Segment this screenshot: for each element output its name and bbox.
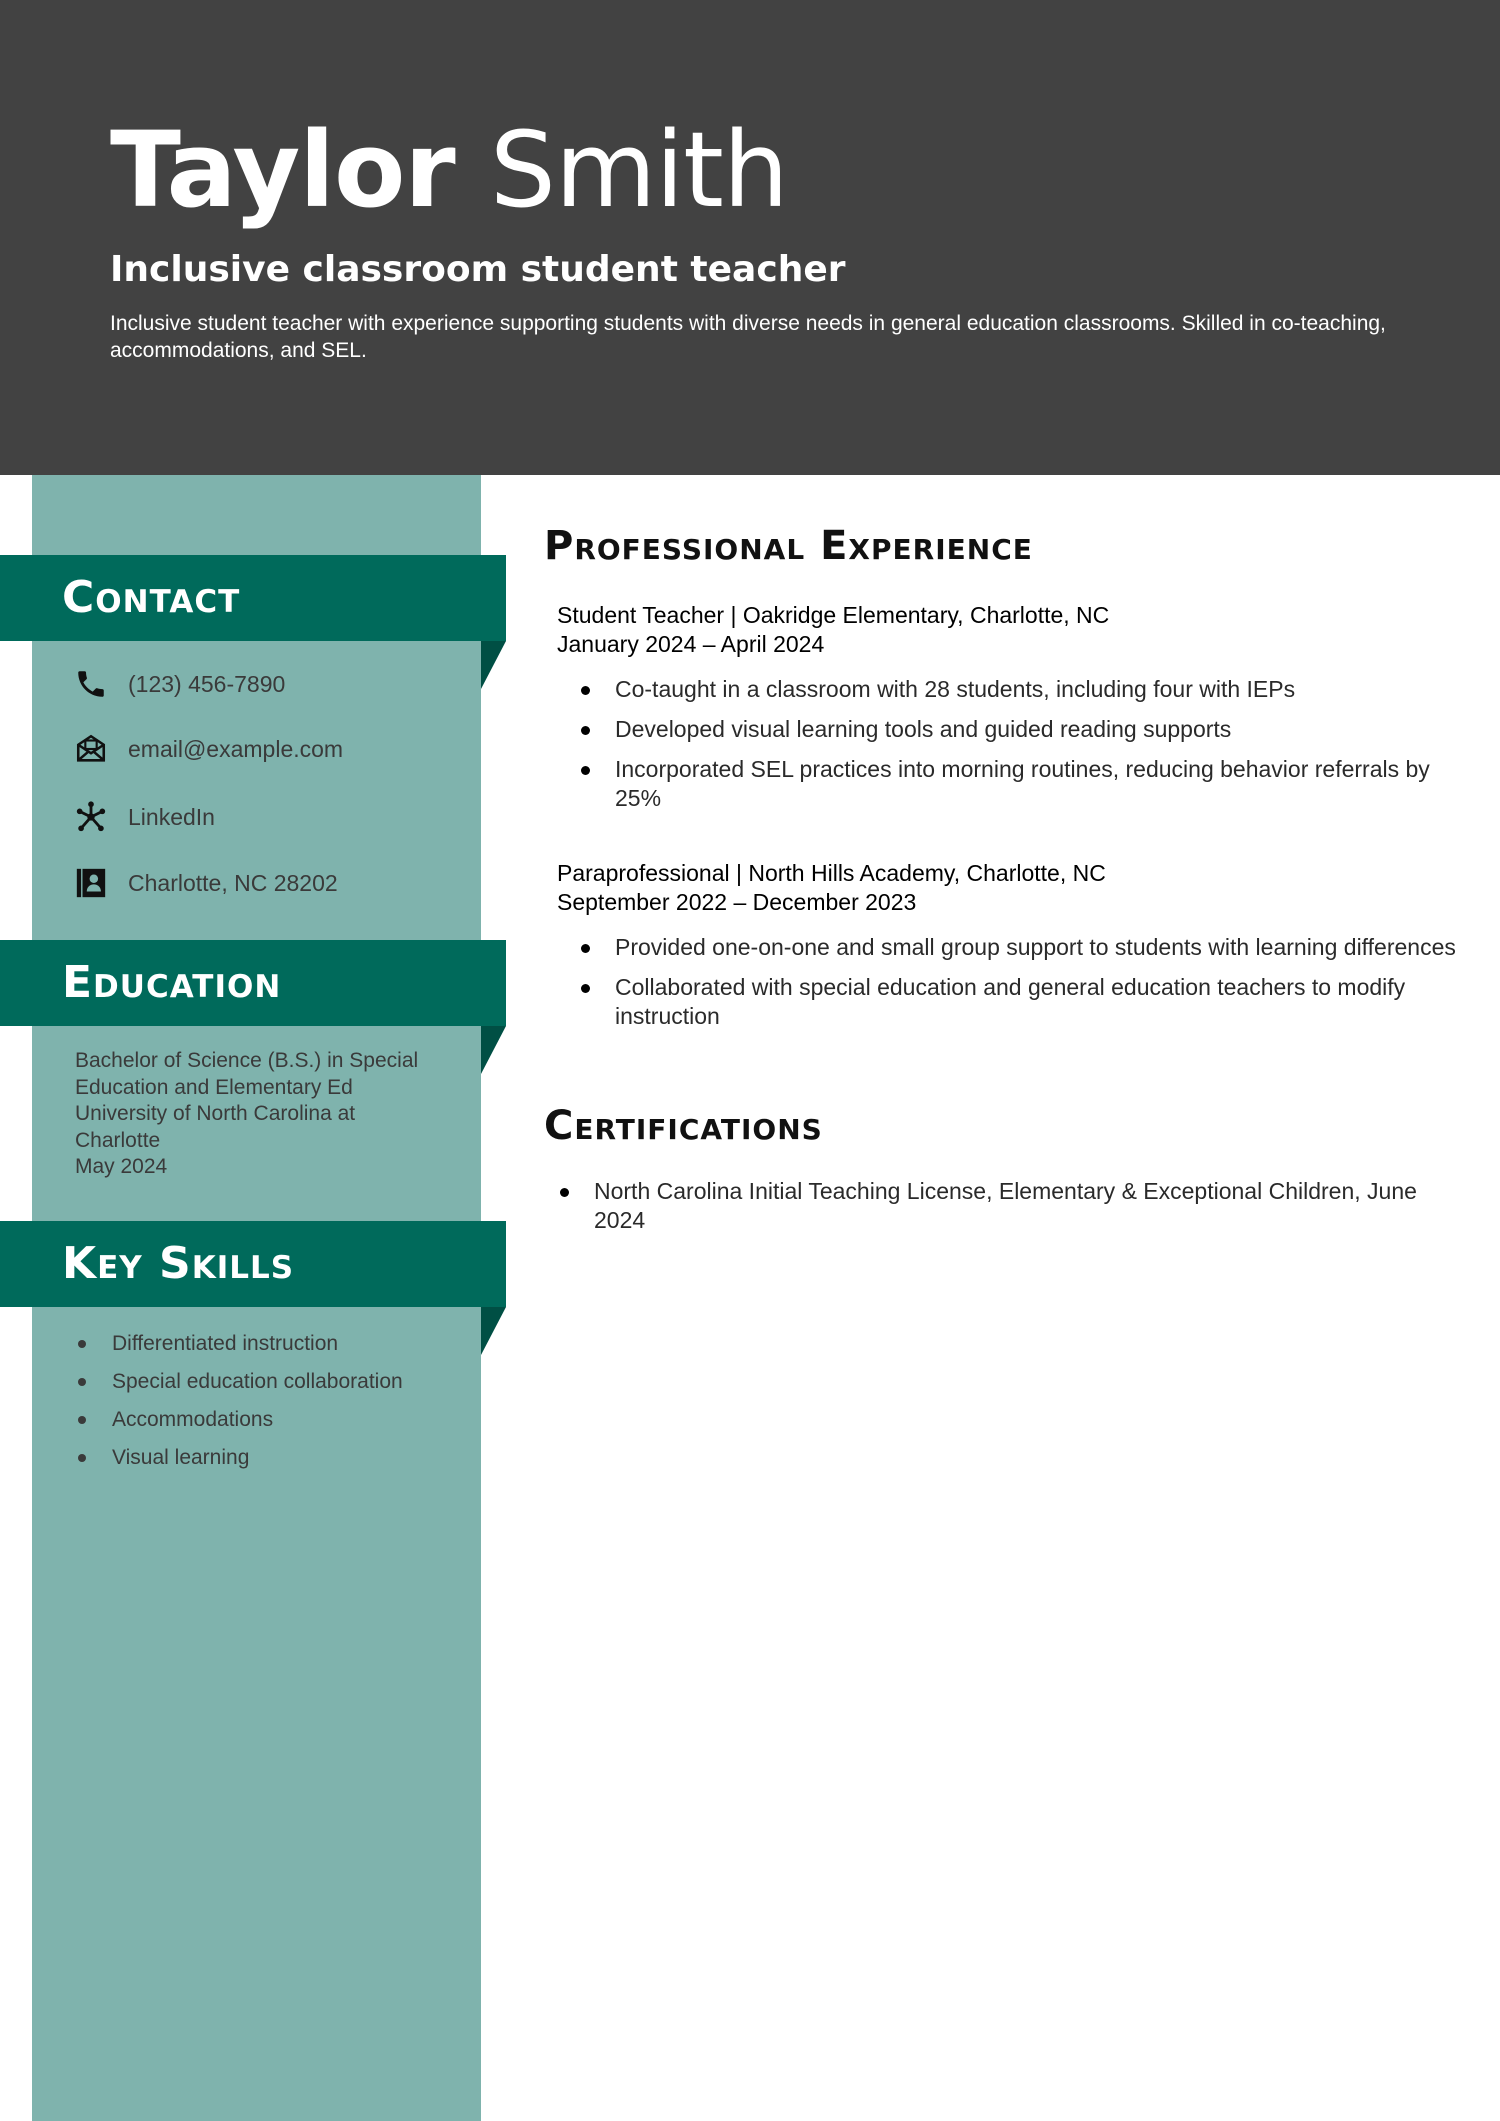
phone-icon [72, 665, 110, 703]
first-name: Taylor [110, 109, 455, 231]
email-text: email@example.com [128, 735, 344, 762]
certifications-list [557, 1177, 1437, 1246]
job-1-dates: January 2024 – April 2024 [557, 631, 825, 657]
skill-item: Accommodations [75, 1401, 403, 1439]
job-1-title: Student Teacher | Oakridge Elementary, Charlotte, NC [557, 602, 1110, 628]
job-bullet: Incorporated SEL practices into morning routines, reducing behavior referrals by 25% [557, 755, 1462, 813]
skill-item: Special education collaboration [75, 1363, 403, 1401]
job-title: Inclusive classroom student teacher [110, 249, 846, 290]
contact-heading: Contact [62, 572, 241, 623]
education-degree-line-1: Bachelor of Science (B.S.) in Special [75, 1049, 419, 1072]
contact-band-fold [481, 641, 506, 689]
skill-item: Visual learning [75, 1439, 403, 1477]
education-details [75, 1048, 475, 1181]
phone-text: (123) 456-7890 [128, 670, 286, 697]
skills-list [75, 1325, 403, 1477]
education-school-line-2: Charlotte [75, 1128, 161, 1152]
skills-band-fold [481, 1307, 506, 1355]
certification-item: North Carolina Initial Teaching License, Elementary & Exceptional Children, June 2024 [557, 1177, 1437, 1235]
experience-heading: Professional Experience [544, 523, 1033, 569]
job-2-dates: September 2022 – December 2023 [557, 889, 917, 915]
job-bullet: Provided one-on-one and small group support to students with learning differences [557, 933, 1462, 962]
education-heading-band [0, 940, 506, 1026]
skills-heading-band [0, 1221, 506, 1307]
job-1-bullets [557, 675, 1462, 824]
skill-item: Differentiated instruction [75, 1325, 403, 1363]
job-1-header [557, 601, 1109, 659]
contact-phone[interactable] [72, 664, 285, 704]
education-school-line-1: University of North Carolina at [75, 1102, 356, 1125]
contact-email[interactable] [72, 729, 343, 769]
job-bullet: Co-taught in a classroom with 28 students, including four with IEPs [557, 675, 1462, 704]
summary: Inclusive student teacher with experience supporting students with diverse needs in general education classrooms. Skilled in co-teaching, accommodations, and SEL. [110, 312, 1386, 362]
education-degree-line-2: Education and Elementary Ed [75, 1075, 353, 1099]
education-date: May 2024 [75, 1155, 168, 1178]
job-bullet: Developed visual learning tools and guided reading supports [557, 715, 1462, 744]
education-band-fold [481, 1026, 506, 1074]
job-2-bullets [557, 933, 1462, 1042]
contact-location[interactable] [72, 863, 338, 903]
certifications-heading: Certifications [544, 1103, 823, 1149]
education-heading: Education [62, 957, 282, 1008]
contact-linkedin[interactable] [72, 797, 215, 837]
candidate-name [110, 108, 788, 233]
address-book-icon [72, 864, 110, 902]
linkedin-text: LinkedIn [128, 803, 215, 830]
contact-heading-band [0, 555, 506, 641]
header [0, 0, 1500, 475]
job-2-header [557, 859, 1106, 917]
network-icon [72, 798, 110, 836]
job-bullet: Collaborated with special education and general education teachers to modify instruction [557, 973, 1462, 1031]
job-2-title: Paraprofessional | North Hills Academy, Charlotte, NC [557, 860, 1106, 886]
skills-heading: Key Skills [62, 1238, 295, 1289]
location-text: Charlotte, NC 28202 [128, 869, 338, 896]
envelope-icon [72, 730, 110, 768]
last-name: Smith [489, 109, 788, 231]
